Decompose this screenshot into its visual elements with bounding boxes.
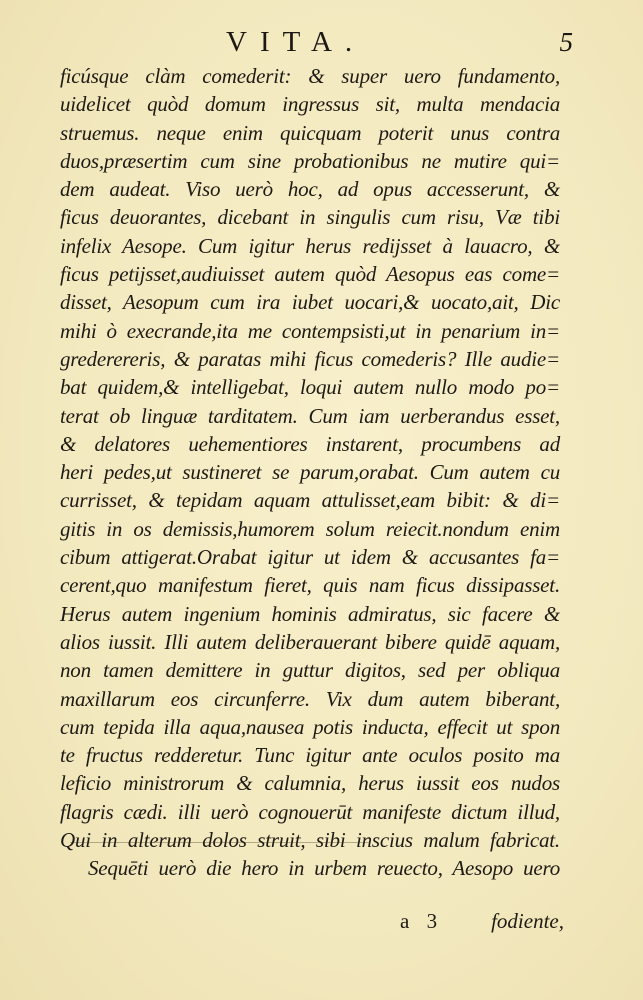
text-line: grederereris, & paratas mihi ficus comederis? Ille audie=	[60, 346, 560, 371]
text-line: flagris cædi. illi uerò cognouerūt manifeste dictum illud,	[60, 799, 560, 824]
text-line: cerent,quo manifestum fieret, quis nam ficus dissipasset.	[60, 573, 560, 598]
text-line: dem audeat. Viso uerò hoc, ad opus accesserunt, &	[60, 177, 560, 202]
text-line: cibum attigerat.Orabat igitur ut idem & accusantes fa=	[60, 545, 560, 570]
text-line: gitis in os demissis,humorem solum reiecit.nondum enim	[60, 516, 560, 541]
text-line: duos,præsertim cum sine probationibus ne mutire qui=	[60, 148, 560, 173]
text-line: terat ob linguæ tarditatem. Cum iam uerberandus esset,	[60, 403, 560, 428]
text-line: heri pedes,ut sustineret se parum,orabat. Cum autem cu	[60, 460, 560, 485]
text-line: leficio ministrorum & calumnia, herus iussit eos nudos	[60, 771, 560, 796]
text-line: ficus petijsset,audiuisset autem quòd Aesopus eas come=	[60, 262, 560, 287]
text-line: alios iussit. Illi autem deliberauerant bibere quidē aquam,	[60, 629, 560, 654]
text-line: ficus deuorantes, dicebant in singulis cum risu, Væ tibi	[60, 205, 560, 230]
text-line: infelix Aesope. Cum igitur herus redijsset à lauacro, &	[60, 233, 560, 258]
running-head	[0, 22, 643, 62]
text-line: Herus autem ingenium hominis admiratus, sic facere &	[60, 601, 560, 626]
text-line: ficúsque clàm comederit: & super uero fundamento,	[60, 64, 560, 88]
signature-mark: a 3	[400, 909, 444, 933]
text-line: uidelicet quòd domum ingressus sit, multa mendacia	[60, 92, 560, 117]
text-line: struemus. neque enim quicquam poterit unus contra	[60, 120, 560, 145]
body-text	[60, 62, 560, 883]
text-line: cum tepida illa aqua,nausea potis inducta, effecit ut spon	[60, 714, 560, 739]
text-line: maxillarum eos circunferre. Vix dum autem biberant,	[60, 686, 560, 711]
page-footer	[60, 906, 564, 936]
pen-underline-mark	[70, 842, 370, 843]
text-line: currisset, & tepidam aquam attulisset,eam bibit: & di=	[60, 488, 560, 513]
text-line: non tamen demittere in guttur digitos, sed per obliqua	[60, 658, 560, 683]
text-line: bat quidem,& intelligebat, loqui autem nullo modo po=	[60, 375, 560, 400]
text-line: Qui in alterum dolos struit, sibi inscius malum fabricat.	[60, 828, 560, 853]
text-line: Sequēti uerò die hero in urbem reuecto, Aesopo uero	[88, 856, 560, 881]
text-line: mihi ò execrande,ita me contempsisti,ut in penarium in=	[60, 318, 560, 343]
text-line: & delatores uehementiores instarent, procumbens ad	[60, 431, 560, 456]
catchword: fodiente,	[491, 909, 564, 933]
text-line: disset, Aesopum cum ira iubet uocari,& uocato,ait, Dic	[60, 290, 560, 315]
text-line: te fructus redderetur. Tunc igitur ante oculos posito ma	[60, 743, 560, 768]
page-number: 5	[559, 27, 573, 57]
page-title: VITA.	[226, 26, 366, 58]
